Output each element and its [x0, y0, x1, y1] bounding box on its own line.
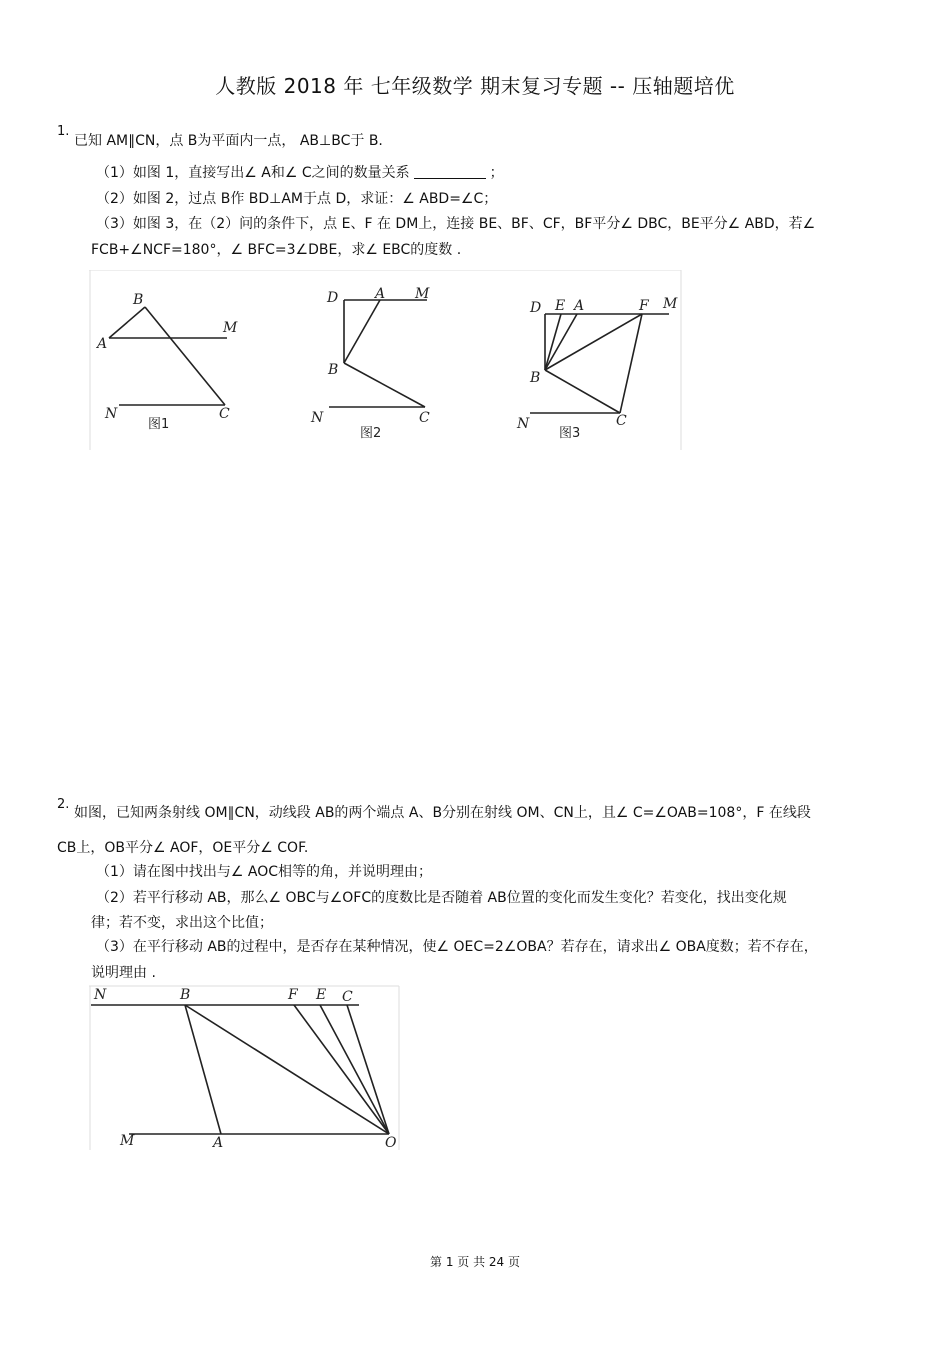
- fig3-label-B: B: [530, 370, 541, 386]
- fig2-label-M: M: [415, 286, 430, 302]
- question-2-stem-line-2: CB上，OB平分∠ AOF，OE平分∠ COF.: [57, 840, 309, 856]
- fig3-label-N: N: [517, 416, 530, 432]
- fig2-segment-BC: [344, 363, 425, 407]
- figure-q2: [91, 1005, 389, 1134]
- fig1-label-B: B: [133, 292, 144, 308]
- figure-3: [530, 314, 669, 413]
- q2-segment-EO: [320, 1005, 389, 1134]
- fig2-label-C: C: [419, 410, 430, 426]
- fig1-segment-BC: [145, 307, 225, 405]
- q2-label-B: B: [180, 987, 191, 1003]
- fig1-label-M: M: [223, 320, 238, 336]
- question-1-stem: 已知 AM∥CN，点 B为平面内一点， AB⊥BC于 B.: [74, 133, 383, 149]
- page-footer: 第 1 页 共 24 页: [430, 1255, 520, 1269]
- fig2-label-B: B: [328, 362, 339, 378]
- question-1-part-3-line-1: （3）如图 3，在（2）问的条件下，点 E、F 在 DM上，连接 BE、BF、CF，BF平分∠ DBC，BE平分∠ ABD，若∠: [96, 216, 816, 232]
- fig3-segment-BC: [545, 370, 620, 413]
- fig2-label-D: D: [327, 290, 339, 306]
- fig3-caption: 图3: [559, 426, 581, 441]
- figure-2: [329, 300, 427, 407]
- question-1-part-1-end: ；: [489, 165, 504, 181]
- fig2-label-A: A: [375, 286, 386, 302]
- q2-label-F: F: [288, 987, 298, 1003]
- fig1-segment-AB: [109, 307, 145, 338]
- fig1-label-C: C: [219, 406, 230, 422]
- fig3-label-F: F: [639, 298, 649, 314]
- question-1-part-3-line-2: FCB+∠NCF=180°，∠ BFC=3∠DBE，求∠ EBC的度数 .: [91, 242, 462, 258]
- fig1-label-A: A: [97, 336, 108, 352]
- q2-label-C: C: [342, 989, 353, 1005]
- fig3-label-A: A: [574, 298, 585, 314]
- answer-blank: [414, 164, 486, 179]
- q2-label-E: E: [316, 987, 327, 1003]
- figure-1: [109, 307, 227, 405]
- q2-label-A: A: [213, 1135, 224, 1150]
- q2-label-M: M: [120, 1133, 135, 1149]
- q2-segment-CO: [347, 1005, 389, 1134]
- question-1-part-2: （2）如图 2，过点 B作 BD⊥AM于点 D，求证：∠ ABD=∠C；: [96, 191, 498, 207]
- page-title: 人教版 2018 年 七年级数学 期末复习专题 -- 压轴题培优: [215, 74, 735, 98]
- question-1-part-1: [96, 162, 504, 182]
- q2-label-O: O: [385, 1135, 397, 1150]
- question-1-number: 1.: [57, 124, 70, 139]
- fig3-label-E: E: [555, 298, 566, 314]
- question-2-part-3-line-2: 说明理由 .: [91, 965, 156, 981]
- fig3-label-D: D: [530, 300, 542, 316]
- fig2-segment-BA: [344, 300, 380, 363]
- question-2-stem-line-1: 如图，已知两条射线 OM∥CN，动线段 AB的两个端点 A、B分别在射线 OM、CN上，且∠ C=∠OAB=108°，F 在线段: [74, 805, 811, 821]
- fig2-label-N: N: [311, 410, 324, 426]
- question-2-part-2-line-2: 律；若不变，求出这个比值；: [91, 915, 273, 931]
- question-2-figure: [89, 985, 401, 1150]
- fig1-caption: 图1: [148, 417, 170, 432]
- fig3-segment-BF: [545, 314, 642, 370]
- question-2-part-1: （1）请在图中找出与∠ AOC相等的角，并说明理由；: [96, 864, 433, 880]
- question-2-number: 2.: [57, 797, 70, 812]
- fig3-label-C: C: [616, 413, 627, 429]
- question-2-part-3-line-1: （3）在平行移动 AB的过程中，是否存在某种情况，使∠ OEC=2∠OBA？若存在，请求出∠ OBA度数；若不存在，: [96, 939, 818, 955]
- q2-segment-FO: [294, 1005, 389, 1134]
- fig3-segment-FC: [620, 314, 642, 413]
- question-2-part-2-line-1: （2）若平行移动 AB，那么∠ OBC与∠OFC的度数比是否随着 AB位置的变化而发生变化？若变化，找出变化规: [96, 890, 787, 906]
- question-1-figures: [89, 270, 683, 450]
- question-1-part-1-text: （1）如图 1，直接写出∠ A和∠ C之间的数量关系: [96, 165, 410, 181]
- fig1-label-N: N: [105, 406, 118, 422]
- fig2-caption: 图2: [360, 426, 382, 441]
- q2-label-N: N: [94, 987, 107, 1003]
- fig3-label-M: M: [663, 296, 678, 312]
